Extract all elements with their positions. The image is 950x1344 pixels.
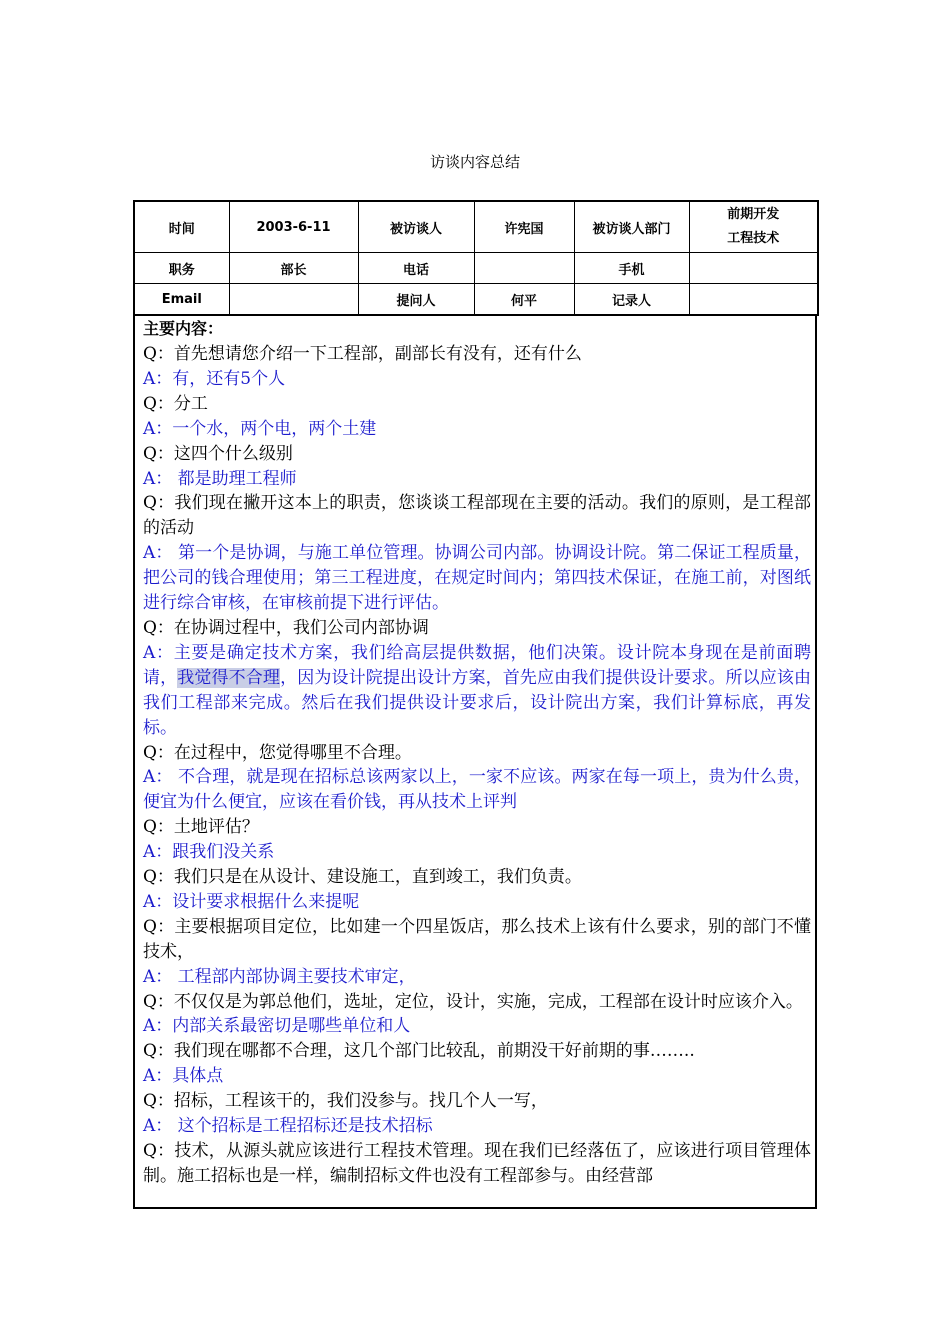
email-value [229,284,358,316]
dept-value-line2: 工程技术 [727,231,780,246]
question-line: Q：我们只是在从设计、建设施工，直到竣工，我们负责。 [143,867,582,888]
asker-label: 提问人 [358,284,474,316]
answer-line: A：内部关系最密切是哪些单位和人 [143,1016,411,1037]
answer-line: A： 第一个是协调，与施工单位管理。协调公司内部。协调设计院。第二保证工程质量，把公司的钱合理使用；第三工程进度，在规定时间内；第四技术保证，在施工前，对图纸进行综合审核，在审核前提下进行评估。 [143,543,811,614]
position-value: 部长 [229,253,358,284]
phone-label: 电话 [358,253,474,284]
mobile-value [689,253,818,284]
interviewee-value: 许宪国 [474,201,574,253]
question-line: Q：土地评估？ [143,817,259,838]
answer-line: A： 工程部内部协调主要技术审定， [143,966,416,987]
asker-value: 何平 [474,284,574,316]
recorder-value [689,284,818,316]
answer-text: ，因为设计院提出设计方案，首先应由我们提供设计要求。所以应该由我们工程部来完成。然后在我们提供设计要求后，设计院出方案，我们计算标底，再发标。 [143,667,812,738]
question-line: Q：这四个什么级别 [143,443,293,464]
question-line: Q：招标，工程该干的，我们没参与。找几个人一写， [143,1091,548,1112]
answer-line: A：跟我们没关系 [143,842,275,863]
email-label: Email [134,284,229,316]
answer-line: A：具体点 [143,1066,224,1087]
question-line: Q：首先想请您介绍一下工程部，副部长有没有，还有什么 [143,344,582,364]
answer-line [143,641,811,741]
time-value: 2003-6-11 [229,201,358,253]
answer-line: A： 不合理，就是现在招标总该两家以上，一家不应该。两家在每一项上，贵为什么贵，便宜为什么便宜，应该在看价钱，再从技术上评判 [143,767,811,813]
answer-line: A：设计要求根据什么来提呢 [143,891,360,912]
content-heading: 主要内容： [143,319,224,338]
question-line: Q：我们现在哪都不合理，这几个部门比较乱，前期没干好前期的事…….. [143,1041,695,1062]
answer-line: A： 这个招标是工程招标还是技术招标 [143,1116,433,1137]
question-line: Q：在协调过程中，我们公司内部协调 [143,617,429,638]
interviewee-label: 被访谈人 [358,201,474,253]
highlighted-text: 我觉得不合理 [177,667,281,688]
content-box [133,314,817,1209]
question-line: Q：我们现在撇开这本上的职责，您谈谈工程部现在主要的活动。我们的原则，是工程部的活动 [143,493,811,539]
dept-label: 被访谈人部门 [574,201,689,253]
question-line: Q：不仅仅是为郭总他们，选址，定位，设计，实施，完成，工程部在设计时应该介入。 [143,991,803,1012]
mobile-label: 手机 [574,253,689,284]
info-table [133,200,819,316]
dept-value-line1: 前期开发 [727,207,780,222]
answer-line: A： 都是助理工程师 [143,468,297,489]
question-line: Q：技术，从源头就应该进行工程技术管理。现在我们已经落伍了，应该进行项目管理体制。施工招标也是一样，编制招标文件也没有工程部参与。由经营部 [143,1141,811,1186]
question-line: Q：分工 [143,393,208,414]
question-line: Q：在过程中，您觉得哪里不合理。 [143,742,412,763]
answer-text: A：主要是确定技术方案，我们给高层提供数据，他们决策。设计院本身现在是前面聘请， [143,642,811,688]
time-label: 时间 [134,201,229,253]
answer-line: A：有，还有5个人 [143,368,286,389]
recorder-label: 记录人 [574,284,689,316]
dept-value [689,201,818,253]
position-label: 职务 [134,253,229,284]
answer-line: A：一个水，两个电，两个土建 [143,418,377,439]
qa-list [143,342,811,1189]
phone-value [474,253,574,284]
question-line: Q：主要根据项目定位，比如建一个四星饭店，那么技术上该有什么要求，别的部门不懂技术， [143,916,811,962]
document-title: 访谈内容总结 [429,153,520,171]
